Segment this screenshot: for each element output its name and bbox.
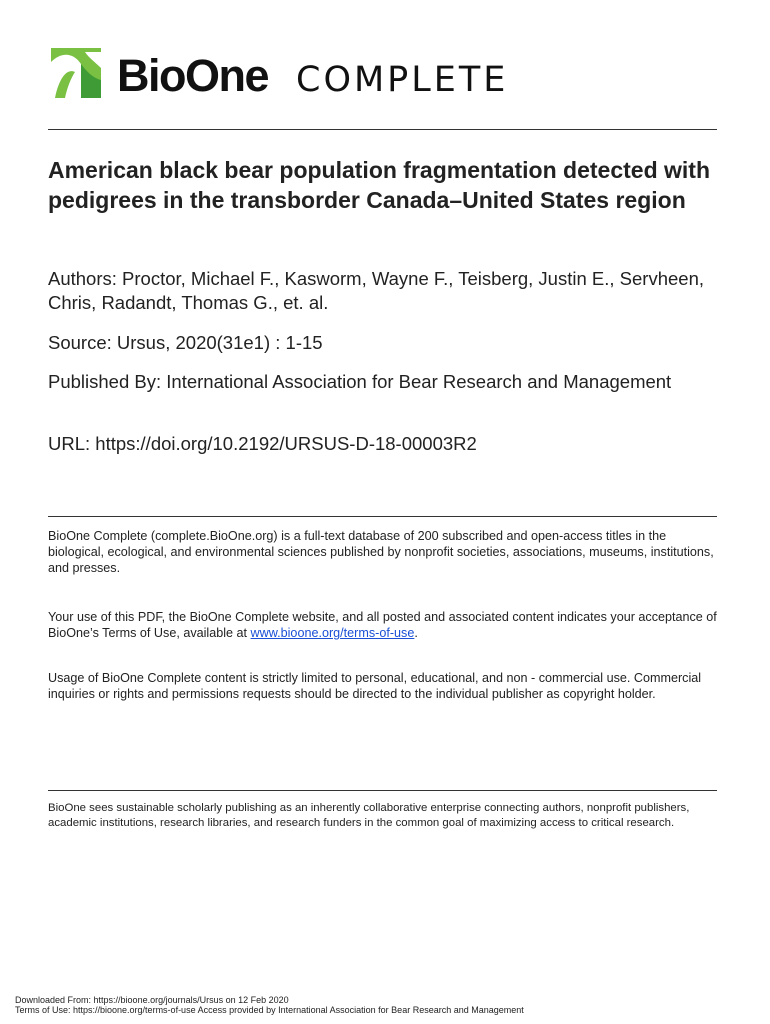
terms-notice-text: Your use of this PDF, the BioOne Complete website, and all posted and associated content indicates your acceptance of BioOne’s Terms of Use, available at [48, 610, 717, 640]
terms-notice [48, 609, 718, 641]
terms-footer: Terms of Use: https://bioone.org/terms-of-use Access provided by International Association for Bear Research and Management [15, 1005, 524, 1015]
logo-sub-text: COMPLETE [296, 60, 509, 100]
article-url[interactable]: URL: https://doi.org/10.2192/URSUS-D-18-00003R2 [48, 433, 477, 454]
mission-divider [48, 790, 717, 791]
header-divider [48, 129, 717, 130]
article-authors: Authors: Proctor, Michael F., Kasworm, Wayne F., Teisberg, Justin E., Servheen, Chris, Radandt, Thomas G., et. al. [48, 268, 704, 313]
usage-notice: Usage of BioOne Complete content is strictly limited to personal, educational, and non - commercial use. Commercial inquiries or rights and permissions requests should be directed to the individual publisher as copyright holder. [48, 671, 702, 701]
mission-statement: BioOne sees sustainable scholarly publishing as an inherently collaborative enterprise connecting authors, nonprofit publishers, academic institutions, research libraries, and research funders in the common goal of maximizing access to critical research. [48, 802, 690, 829]
bioone-logo [51, 48, 571, 102]
article-publisher: Published By: International Association for Bear Research and Management [48, 371, 672, 392]
article-title: American black bear population fragmentation detected with pedigrees in the transborder Canada–United States region [48, 157, 711, 213]
download-info: Downloaded From: https://bioone.org/journals/Ursus on 12 Feb 2020 [15, 995, 289, 1005]
logo-brand-text: BioOne [117, 50, 269, 101]
terms-notice-end: . [414, 626, 418, 640]
database-description: BioOne Complete (complete.BioOne.org) is a full-text database of 200 subscribed and open-access titles in the biological, ecological, and environmental sciences published by nonprofit societies, associations, museums, institutions, and presses. [48, 529, 714, 575]
bioone-logo-mark-icon [51, 48, 101, 98]
notice-divider [48, 516, 717, 517]
terms-of-use-link[interactable]: www.bioone.org/terms-of-use [250, 626, 415, 640]
article-source: Source: Ursus, 2020(31e1) : 1-15 [48, 332, 323, 353]
